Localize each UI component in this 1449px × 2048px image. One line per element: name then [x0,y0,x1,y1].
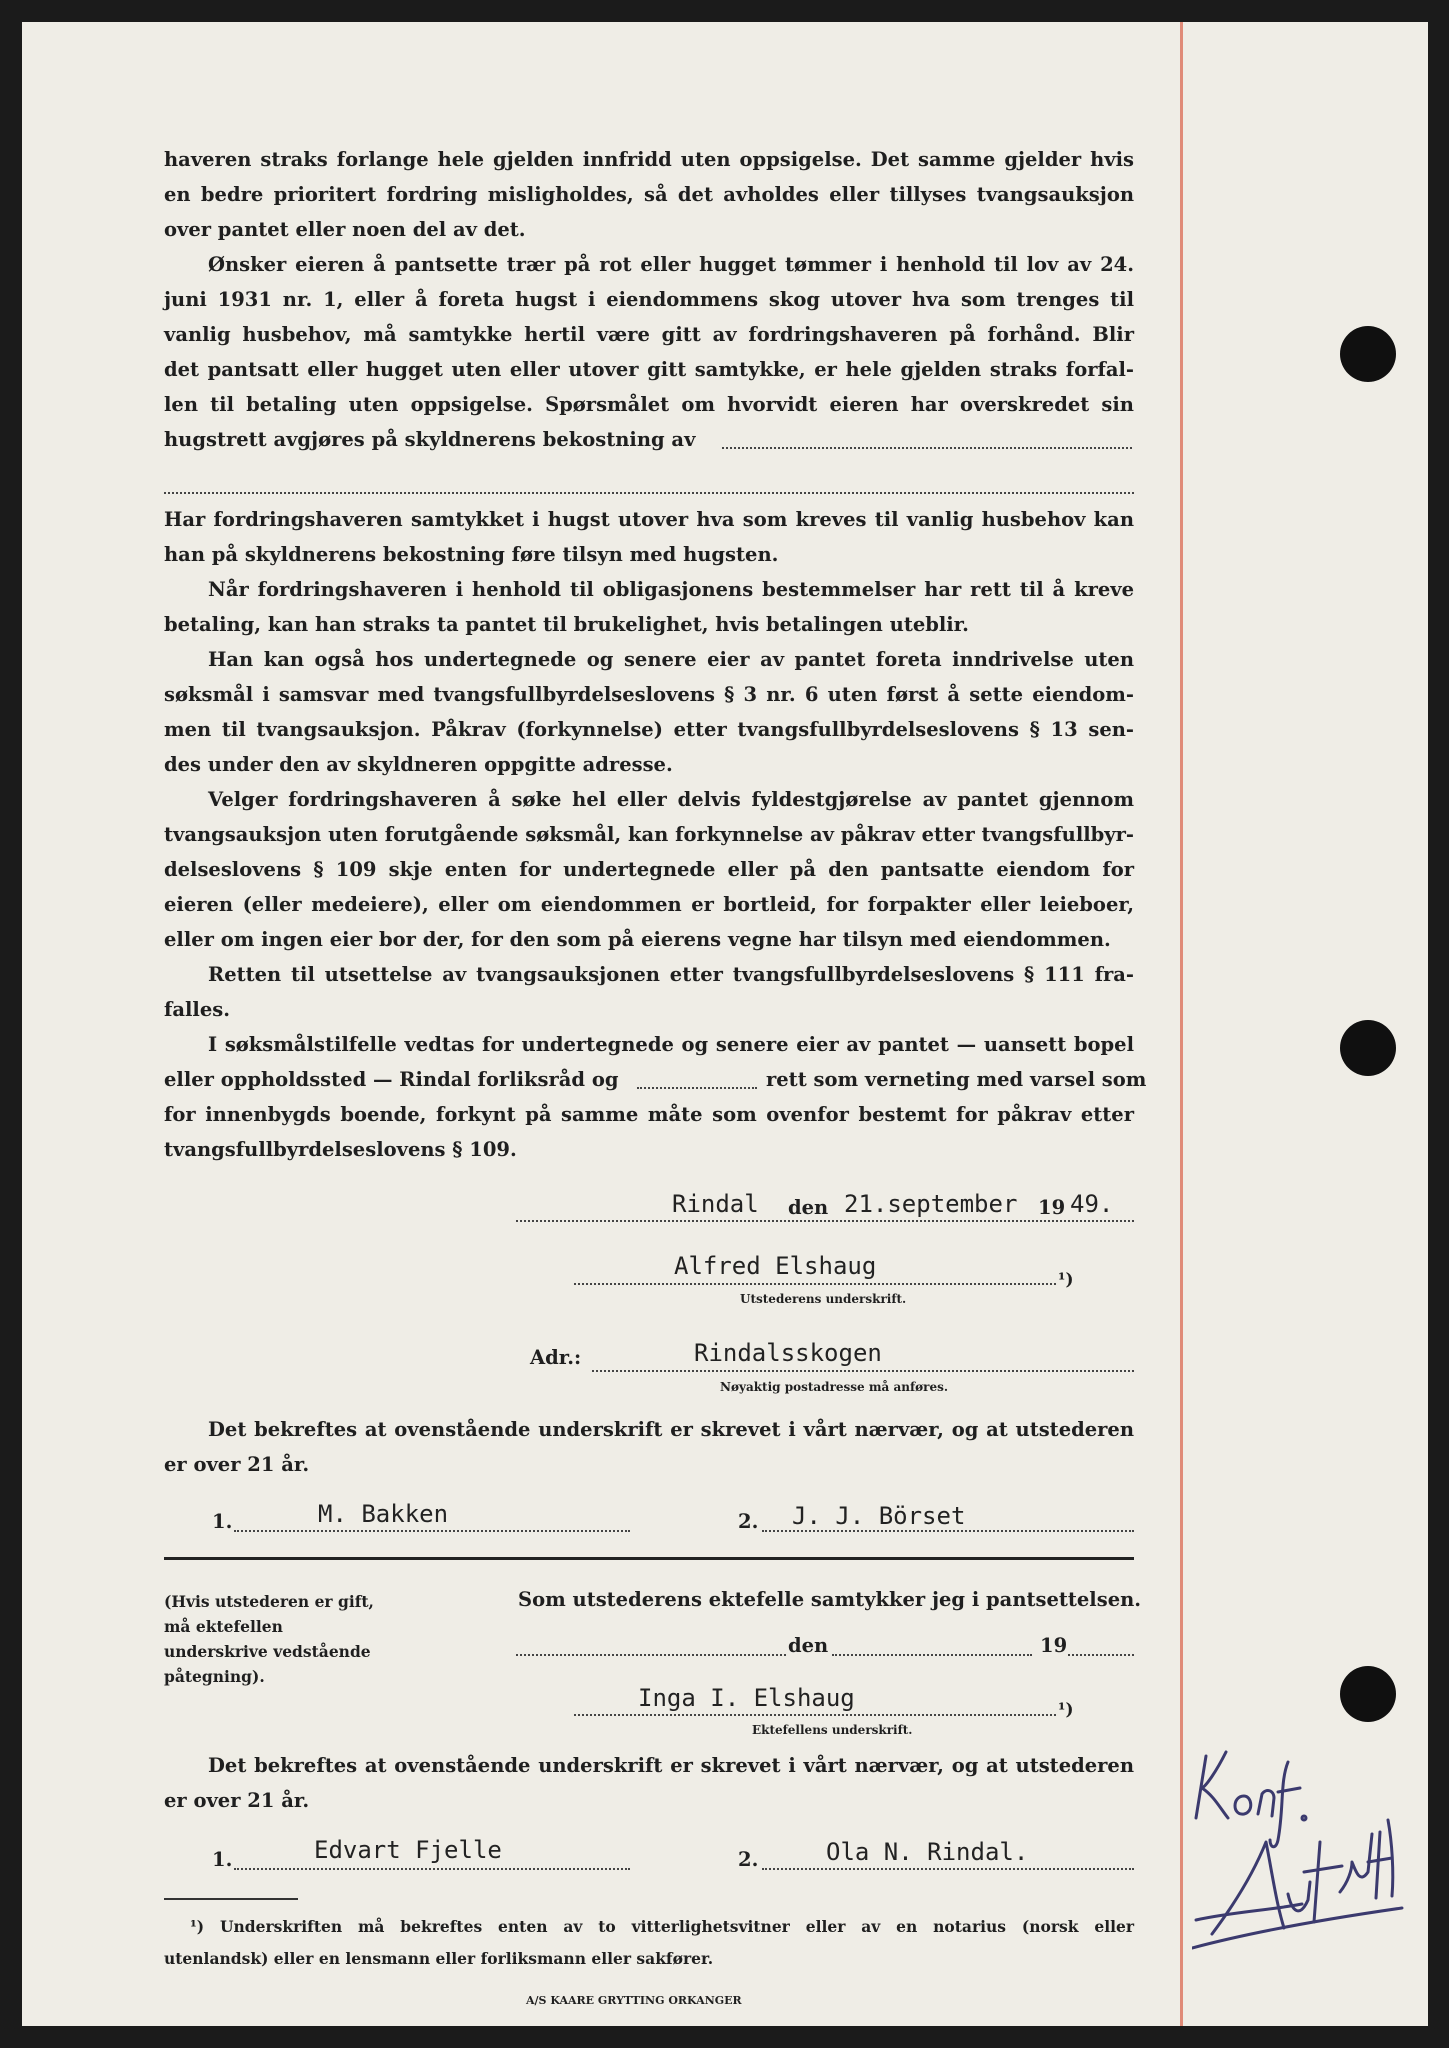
spouse-date-line [1068,1654,1134,1656]
witness-text: er over 21 år. [164,1453,310,1476]
body-line: falles. [164,998,231,1021]
body-line: I søksmålstilfelle vedtas for undertegnede og senere eier av pantet — uansett bopel [208,1033,1134,1056]
witness-line [234,1530,630,1532]
body-line: men til tvangsauksjon. Påkrav (forkynnelse) etter tvangsfullbyrdelseslovens § 13 sen- [164,718,1134,741]
body-line: rett som verneting med varsel som [766,1068,1147,1091]
witness-line [234,1868,630,1870]
body-line: Han kan også hos undertegnede og senere eier av pantet foreta inndrivelse uten [208,648,1134,671]
body-line: tvangsfullbyrdelseslovens § 109. [164,1138,517,1161]
witness-line [762,1530,1134,1532]
address-label: Adr.: [530,1346,582,1369]
witness-number: 1. [212,1848,233,1871]
address-value: Rindalsskogen [694,1339,882,1367]
spouse-date-line [832,1654,1032,1656]
body-line: for innenbygds boende, forkynt på samme måte som ovenfor bestemt for påkrav etter [164,1103,1134,1126]
body-line: Ønsker eieren å pantsette trær på rot eller hugget tømmer i henhold til lov av 24. [208,253,1134,276]
body-line: over pantet eller noen del av det. [164,218,526,241]
body-line: betaling, kan han straks ta pantet til brukelighet, hvis betalingen uteblir. [164,613,969,636]
witness-text: Det bekreftes at ovenstående underskrift er skrevet i vårt nærvær, og at utstederen [208,1754,1134,1777]
blank-line [637,1087,757,1089]
body-line: eieren (eller medeiere), eller om eiendommen er bortleid, for forpakter eller leieboer, [164,893,1134,916]
body-line [164,422,1134,457]
body-line: len til betaling uten oppsigelse. Spørsmålet om hvorvidt eieren har overskredet sin [164,393,1134,416]
date-line [516,1220,1134,1222]
witness-name-2: Ola N. Rindal. [826,1838,1029,1866]
spouse-den-label: den [788,1634,829,1657]
body-line: Har fordringshaveren samtykket i hugst utover hva som kreves til vanlig husbehov kan [164,508,1134,531]
witness-text: er over 21 år. [164,1789,310,1812]
printer-mark: A/S KAARE GRYTTING ORKANGER [526,1994,742,2007]
body-line: haveren straks forlange hele gjelden innfridd uten oppsigelse. Det samme gjelder hvis [164,148,1134,171]
document-page [22,22,1428,2026]
footnote-line: ¹) Underskriften må bekreftes enten av to vitterlighetsvitner eller av en notarius (norsk eller [190,1917,1134,1936]
address-line [592,1370,1134,1372]
issuer-caption: Utstederens underskrift. [740,1292,907,1306]
spouse-year-prefix: 19 [1040,1634,1068,1657]
body-line: Velger fordringshaveren å søke hel eller delvis fyldestgjørelse av pantet gjennom [208,788,1134,811]
body-line: vanlig husbehov, må samtykke hertil være gitt av fordringshaveren på forhånd. Blir [164,323,1134,346]
blank-line [164,492,1134,494]
witness-name-1: Edvart Fjelle [314,1836,502,1864]
body-line: Når fordringshaveren i henhold til obligasjonens bestemmelser har rett til å kreve [208,578,1134,601]
punch-hole [1340,1020,1396,1076]
footnote-rule [164,1898,298,1900]
witness-number: 2. [738,1510,759,1533]
spouse-date-line [516,1654,786,1656]
footnote-line: utenlandsk) eller en lensmann eller forliksmann eller sakfører. [164,1949,714,1968]
body-line: eller oppholdssted — Rindal forliksråd og [164,1068,619,1091]
spouse-consent: Som utstederens ektefelle samtykker jeg i pantsettelsen. [518,1588,1142,1611]
margin-note-handwriting [1192,1722,1428,1962]
date-year-suffix: 49. [1070,1190,1114,1218]
blank-line [722,447,1132,449]
body-line: delseslovens § 109 skje enten for undertegnede eller på den pantsatte eiendom for [164,858,1134,881]
body-line: Retten til utsettelse av tvangsauksjonen etter tvangsfullbyrdelseslovens § 111 fra- [208,963,1134,986]
section-rule [164,1557,1134,1560]
body-line: juni 1931 nr. 1, eller å foreta hugst i eiendommens skog utover hva som trenges til [164,288,1134,311]
address-caption: Nøyaktig postadresse må anføres. [720,1380,949,1394]
witness-line [762,1868,1134,1870]
witness-name-2: J. J. Börset [792,1502,966,1530]
footnote-mark: ¹) [1058,1700,1074,1720]
body-line: en bedre prioritert fordring misligholdes, så det avholdes eller tillyses tvangsauksjon [164,183,1134,206]
signature-line [574,1714,1056,1716]
witness-text: Det bekreftes at ovenstående underskrift er skrevet i vårt nærvær, og at utstederen [208,1418,1134,1441]
spouse-caption: Ektefellens underskrift. [752,1723,913,1737]
signature-line [574,1283,1056,1285]
body-line: eller om ingen eier bor der, for den som på eierens vegne har tilsyn med eiendommen. [164,928,1111,951]
witness-name-1: M. Bakken [318,1500,449,1528]
date-day-month: 21.september [844,1190,1018,1218]
date-year-prefix: 19 [1038,1196,1066,1219]
body-line: han på skyldnerens bekostning føre tilsyn med hugsten. [164,543,779,566]
issuer-signature: Alfred Elshaug [674,1252,877,1280]
body-line: søksmål i samsvar med tvangsfullbyrdelseslovens § 3 nr. 6 uten først å sette eiendom- [164,683,1134,706]
body-line: det pantsatt eller hugget uten eller utover gitt samtykke, er hele gjelden straks forfal- [164,358,1134,381]
margin-line [1180,22,1183,2026]
footnote-mark: ¹) [1058,1270,1074,1290]
punch-hole [1340,1666,1396,1722]
witness-number: 1. [212,1510,233,1533]
body-line: des under den av skyldneren oppgitte adresse. [164,753,673,776]
spouse-note: (Hvis utstederen er gift, må ektefellen underskrive vedstående påtegning). [164,1592,374,1686]
date-place: Rindal [672,1190,759,1218]
body-text: hugstrett avgjøres på skyldnerens bekostning av [164,428,696,451]
body-line: tvangsauksjon uten forutgående søksmål, kan forkynnelse av påkrav etter tvangsfullbyr- [164,823,1134,846]
date-den-label: den [788,1196,829,1219]
punch-hole [1340,326,1396,382]
spouse-signature: Inga I. Elshaug [638,1684,855,1712]
witness-number: 2. [738,1848,759,1871]
